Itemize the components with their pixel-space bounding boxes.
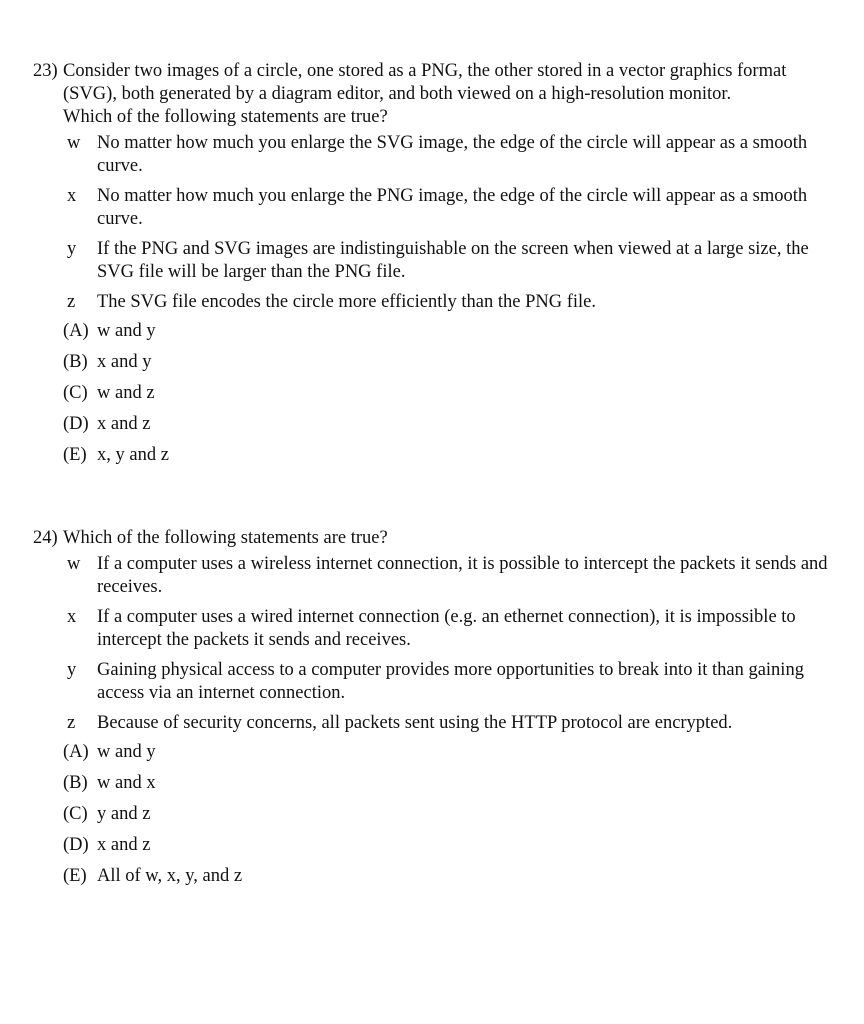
statement-text: If a computer uses a wireless internet connection, it is possible to intercept the packets it sends and receives. — [97, 554, 828, 597]
statement-marker: x — [67, 186, 77, 206]
statement-x — [67, 606, 833, 652]
option-text: x and z — [97, 835, 151, 855]
option-text: w and x — [97, 773, 156, 793]
option-text: All of w, x, y, and z — [97, 866, 243, 886]
statement-y — [67, 238, 833, 284]
option-b[interactable] — [63, 351, 833, 382]
option-label: (E) — [63, 445, 87, 465]
statement-marker: x — [67, 607, 77, 627]
question-24 — [33, 527, 833, 896]
statement-y — [67, 659, 833, 705]
option-label: (A) — [63, 742, 89, 762]
statement-list — [67, 553, 833, 735]
option-text: y and z — [97, 804, 151, 824]
option-label: (D) — [63, 414, 89, 434]
statement-list — [67, 132, 833, 314]
answer-options — [63, 320, 833, 475]
answer-options — [63, 741, 833, 896]
option-c[interactable] — [63, 382, 833, 413]
option-text: w and y — [97, 742, 156, 762]
option-text: x, y and z — [97, 445, 169, 465]
statement-text: If a computer uses a wired internet connection (e.g. an ethernet connection), it is impossible to intercept the packets it sends and receives. — [97, 607, 796, 650]
option-text: w and z — [97, 383, 155, 403]
statement-text: Because of security concerns, all packets sent using the HTTP protocol are encrypted. — [97, 713, 733, 733]
option-text: w and y — [97, 321, 156, 341]
question-stem: Consider two images of a circle, one stored as a PNG, the other stored in a vector graphics format (SVG), both generated by a diagram editor, and both viewed on a high-resolution monitor. — [63, 61, 787, 104]
option-label: (C) — [63, 804, 88, 824]
question-prompt: Which of the following statements are true? — [63, 107, 388, 127]
statement-marker: z — [67, 292, 76, 312]
option-b[interactable] — [63, 772, 833, 803]
option-label: (B) — [63, 352, 88, 372]
statement-z — [67, 712, 833, 735]
statement-marker: w — [67, 554, 81, 574]
option-a[interactable] — [63, 741, 833, 772]
option-d[interactable] — [63, 834, 833, 865]
option-d[interactable] — [63, 413, 833, 444]
option-label: (B) — [63, 773, 88, 793]
statement-x — [67, 185, 833, 231]
statement-marker: y — [67, 239, 77, 259]
option-text: x and z — [97, 414, 151, 434]
statement-text: Gaining physical access to a computer provides more opportunities to break into it than gaining access via an internet connection. — [97, 660, 804, 703]
statement-marker: w — [67, 133, 81, 153]
option-a[interactable] — [63, 320, 833, 351]
question-prompt: Which of the following statements are true? — [63, 528, 388, 548]
statement-marker: y — [67, 660, 77, 680]
question-number: 23) — [33, 61, 58, 81]
statement-text: No matter how much you enlarge the PNG image, the edge of the circle will appear as a smooth curve. — [97, 186, 808, 229]
option-label: (A) — [63, 321, 89, 341]
option-e[interactable] — [63, 444, 833, 475]
option-text: x and y — [97, 352, 152, 372]
question-number: 24) — [33, 528, 58, 548]
statement-z — [67, 291, 833, 314]
statement-marker: z — [67, 713, 76, 733]
statement-w — [67, 132, 833, 178]
option-label: (C) — [63, 383, 88, 403]
question-23 — [33, 60, 833, 475]
option-e[interactable] — [63, 865, 833, 896]
statement-text: The SVG file encodes the circle more efficiently than the PNG file. — [97, 292, 596, 312]
statement-text: No matter how much you enlarge the SVG image, the edge of the circle will appear as a smooth curve. — [97, 133, 808, 176]
option-label: (E) — [63, 866, 87, 886]
statement-text: If the PNG and SVG images are indistinguishable on the screen when viewed at a large size, the SVG file will be larger than the PNG file. — [97, 239, 809, 282]
option-c[interactable] — [63, 803, 833, 834]
statement-w — [67, 553, 833, 599]
option-label: (D) — [63, 835, 89, 855]
